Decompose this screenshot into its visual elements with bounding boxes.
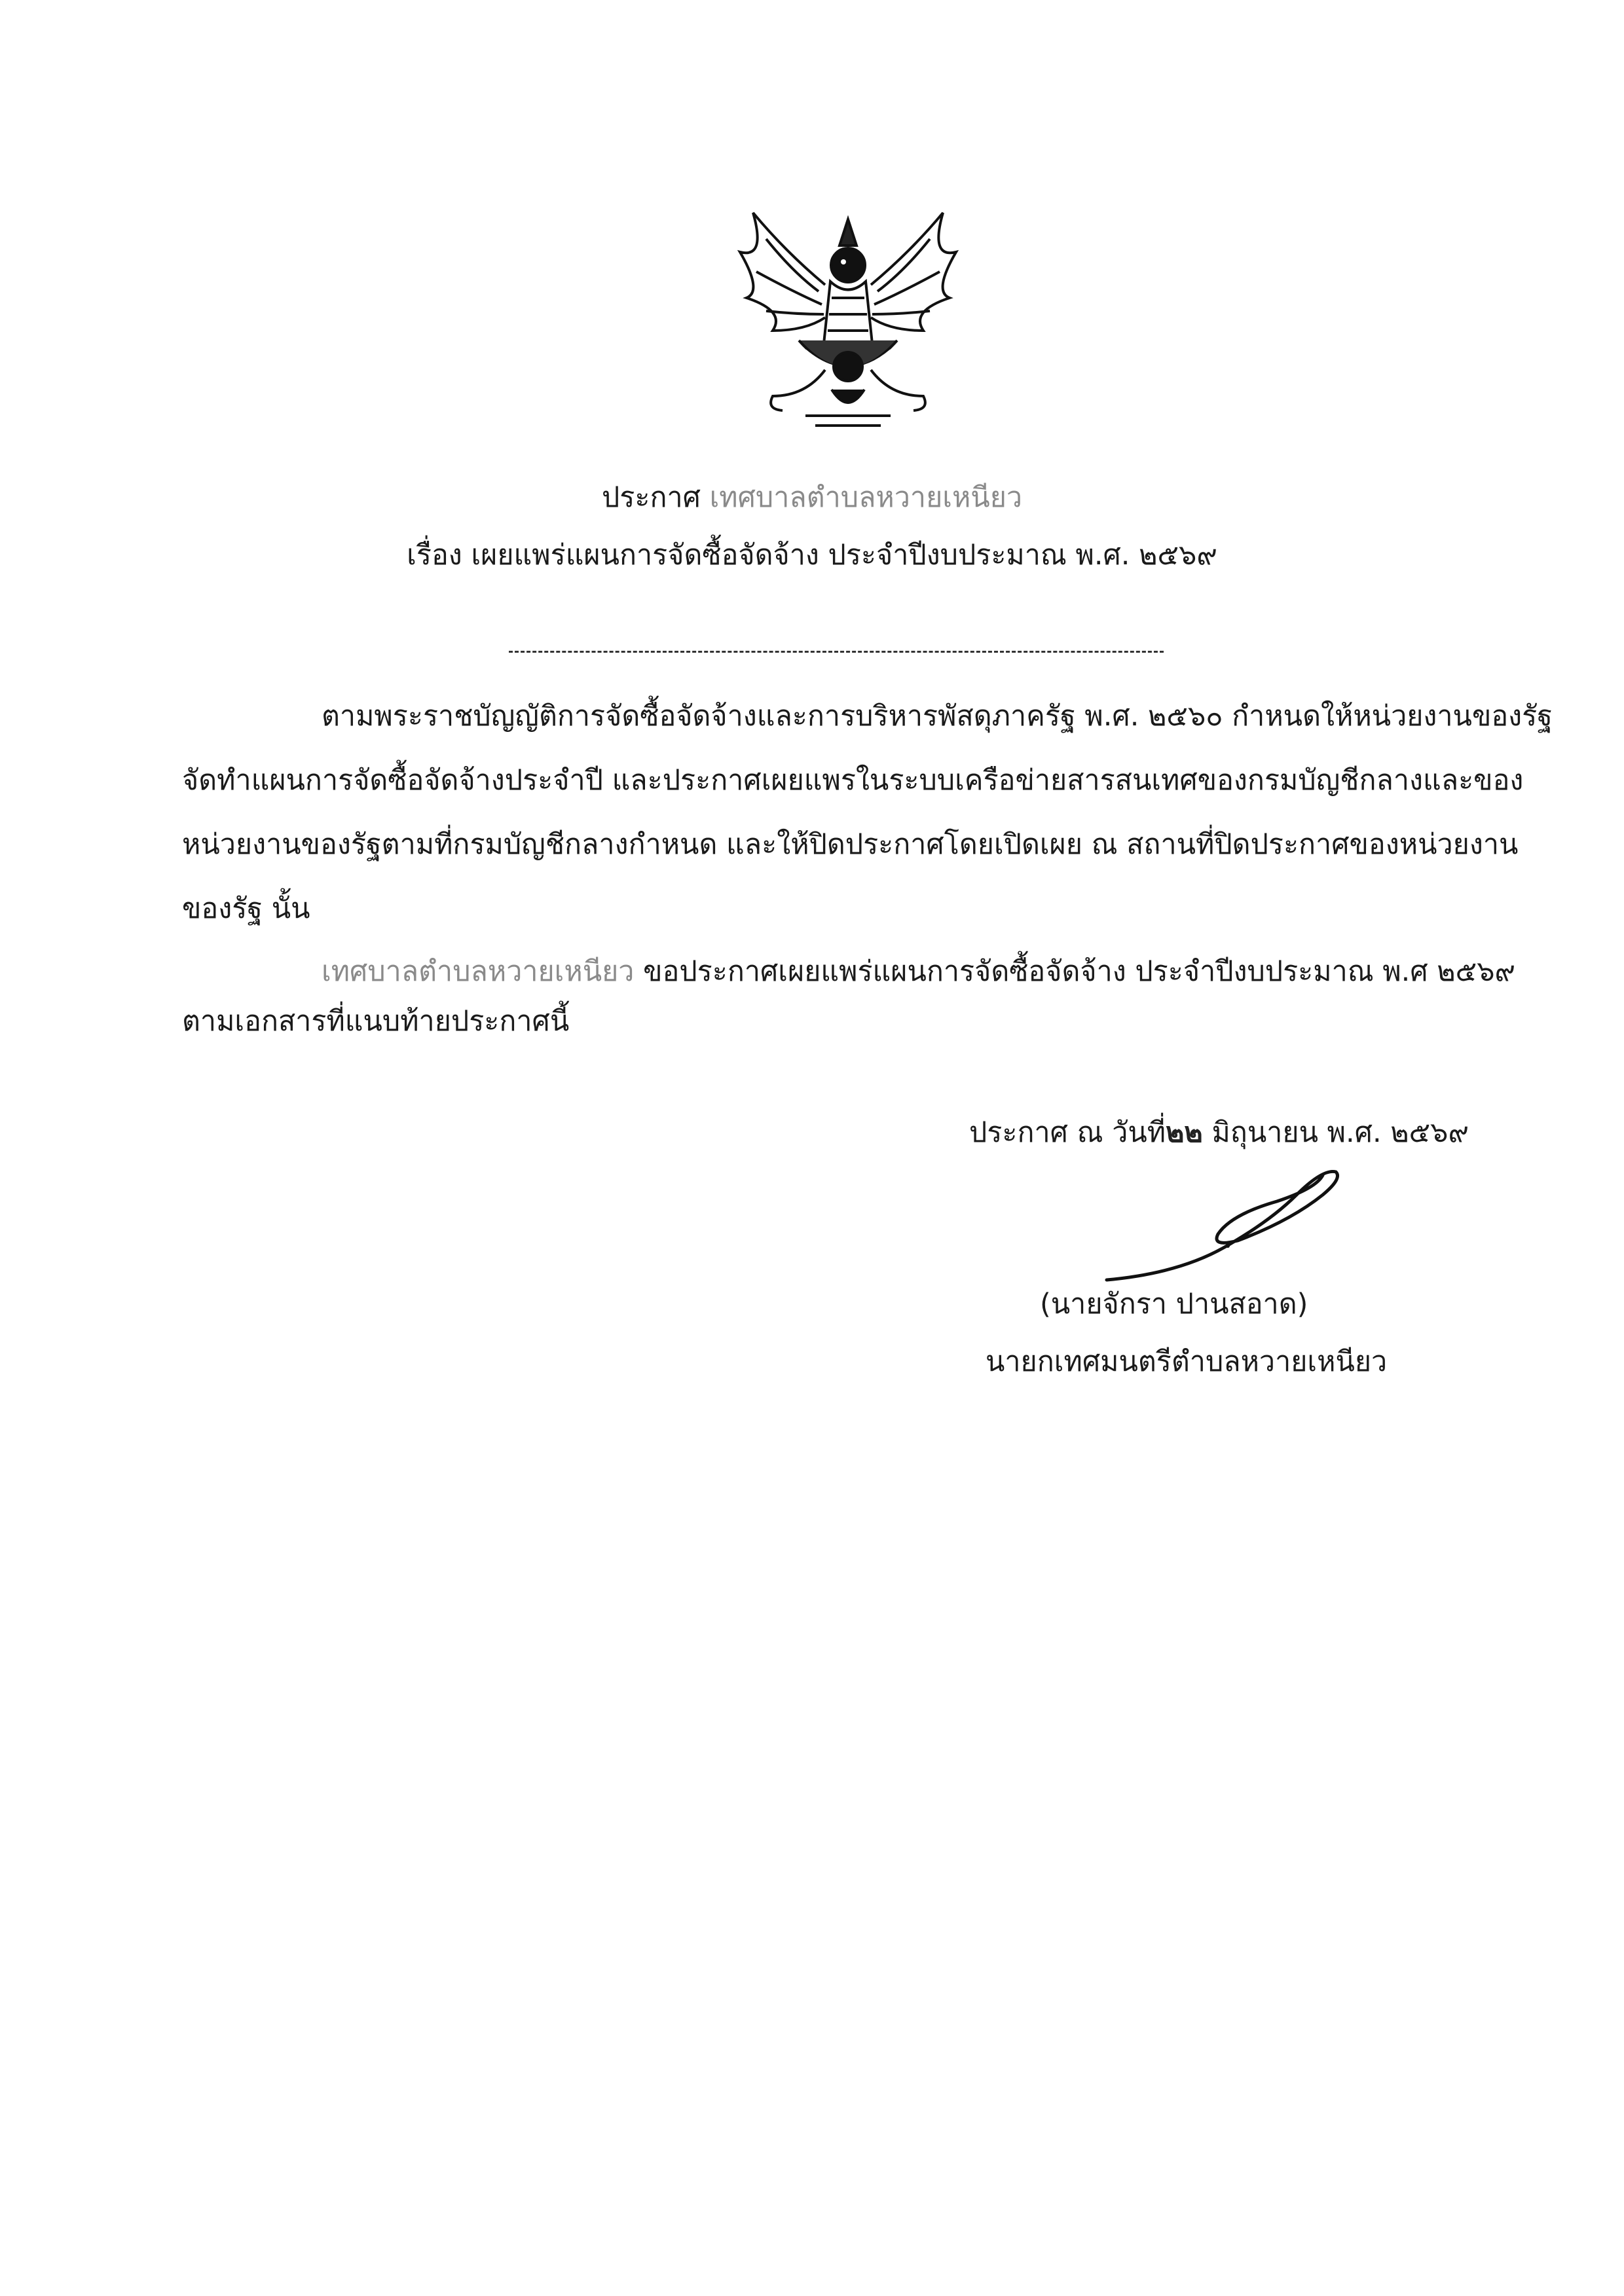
para1-line-4: ของรัฐ นั้น (182, 892, 310, 925)
divider (509, 651, 1164, 653)
para1-line-1: ตามพระราชบัญญัติการจัดซื้อจัดจ้างและการบริหารพัสดุภาครัฐ พ.ศ. ๒๕๖๐ กำหนดให้หน่วยงานของรัฐ (322, 700, 1553, 733)
date-suffix: มิถุนายน พ.ศ. ๒๕๖๙ (1211, 1116, 1469, 1149)
title-prefix: ประกาศ (601, 481, 701, 514)
date-prefix: ประกาศ ณ วันที่ (969, 1116, 1166, 1149)
para2-rest: ขอประกาศเผยแพร่แผนการจัดซื้อจัดจ้าง ประจำปีงบประมาณ พ.ศ ๒๕๖๙ (634, 955, 1515, 988)
signature-mark (1100, 1149, 1362, 1293)
announcement-date (969, 1113, 1469, 1152)
signer-title: นายกเทศมนตรีตำบลหวายเหนียว (986, 1345, 1388, 1378)
para2-line-2: ตามเอกสารที่แนบท้ายประกาศนี้ (182, 1005, 570, 1038)
para2-org: เทศบาลตำบลหวายเหนียว (322, 955, 635, 988)
date-day: ๒๒ (1166, 1116, 1203, 1149)
para2-line-1 (322, 952, 1515, 991)
para1-line-2: จัดทำแผนการจัดซื้อจัดจ้างประจำปี และประกาศเผยแพรในระบบเครือข่ายสารสนเทศของกรมบัญชีกลางและของ (182, 764, 1524, 797)
garuda-emblem-icon (727, 200, 969, 439)
title-org: เทศบาลตำบลหวายเหนียว (709, 481, 1023, 514)
page-title (0, 478, 1624, 517)
subject-line: เรื่อง เผยแพร่แผนการจัดซื้อจัดจ้าง ประจำปีงบประมาณ พ.ศ. ๒๕๖๙ (407, 539, 1217, 572)
signer-name: (นายจักรา ปานสอาด) (1040, 1288, 1308, 1321)
para1-line-3: หน่วยงานของรัฐตามที่กรมบัญชีกลางกำหนด และให้ปิดประกาศโดยเปิดเผย ณ สถานที่ปิดประกาศของหน่วยงาน (182, 828, 1519, 861)
